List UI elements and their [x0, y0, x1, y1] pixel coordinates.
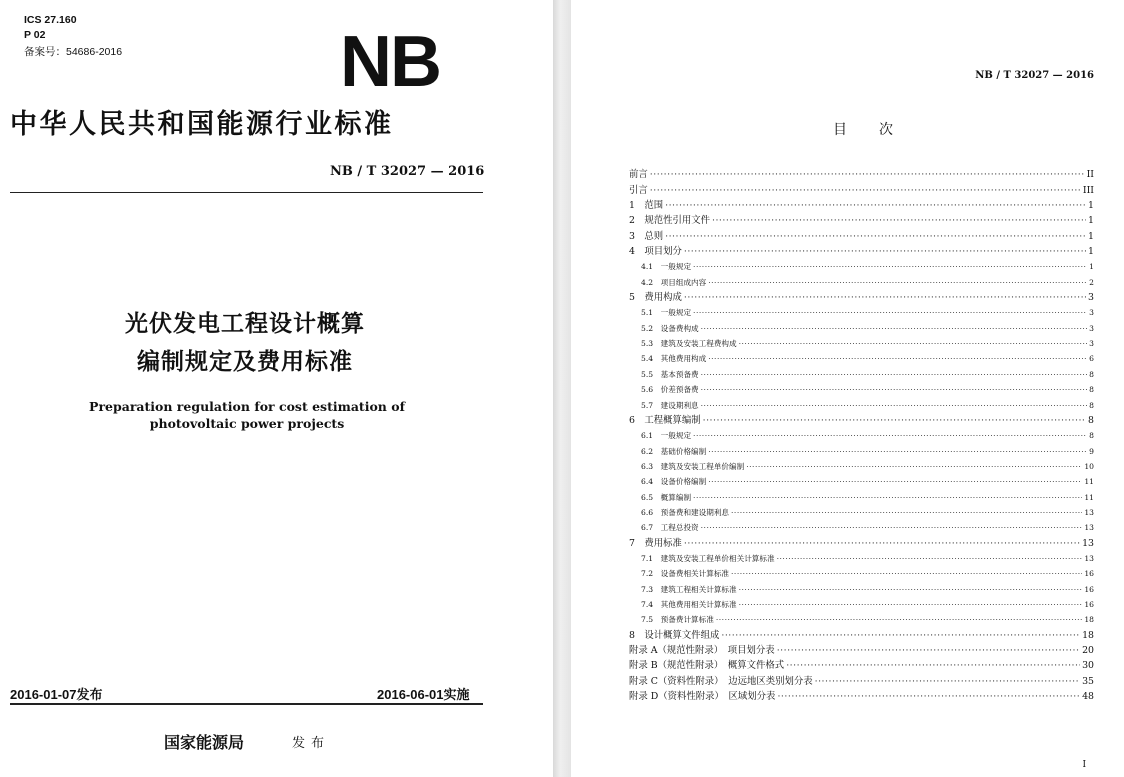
- toc-entry-title: 附录 D（资料性附录） 区域划分表: [629, 691, 776, 703]
- class-code: P 02: [24, 29, 46, 41]
- toc-leader-dots: [731, 568, 1082, 580]
- toc-entry-title: 7.4 其他费用相关计算标准: [641, 599, 737, 609]
- toc-entry-page: 8: [1089, 431, 1094, 441]
- toc-entry[interactable]: [629, 550, 1094, 565]
- toc-leader-dots: [684, 538, 1080, 550]
- toc-leader-dots: [712, 215, 1086, 227]
- implement-date: 2016-06-01实施: [377, 687, 470, 702]
- nb-logo: NB: [340, 22, 440, 102]
- toc-entry-page: 35: [1082, 675, 1094, 687]
- ics-code: ICS 27.160: [24, 14, 77, 26]
- standard-code: NB / T 32027 — 2016: [330, 164, 485, 179]
- toc-entry[interactable]: [629, 335, 1094, 350]
- toc-entry-title: 附录 B（规范性附录） 概算文件格式: [629, 660, 785, 672]
- toc-entry[interactable]: [629, 181, 1094, 196]
- toc-leader-dots: [693, 261, 1087, 273]
- toc-entry[interactable]: [629, 519, 1094, 534]
- toc-entry-page: 13: [1084, 553, 1094, 563]
- toc-leader-dots: [693, 492, 1082, 504]
- toc-entry-title: 4.2 项目组成内容: [641, 277, 707, 287]
- toc-entry-page: 8: [1088, 414, 1094, 426]
- toc-entry-title: 5 费用构成: [629, 292, 682, 304]
- toc-entry-title: 6.4 设备价格编制: [641, 477, 707, 487]
- publisher: 国家能源局: [164, 733, 245, 752]
- toc-entry-title: 6.5 概算编制: [641, 492, 692, 502]
- toc-entry-title: 5.3 建筑及安装工程费构成: [641, 339, 737, 349]
- toc-entry[interactable]: [629, 350, 1094, 365]
- toc-entry-title: 4.1 一般规定: [641, 262, 692, 272]
- toc-entry-page: 16: [1084, 569, 1094, 579]
- toc-leader-dots: [716, 614, 1083, 626]
- toc-leader-dots: [703, 415, 1086, 427]
- toc-leader-dots: [815, 676, 1080, 688]
- toc-entry[interactable]: [629, 289, 1094, 304]
- toc-entry-page: 48: [1082, 691, 1094, 703]
- toc-entry[interactable]: [629, 197, 1094, 212]
- toc-leader-dots: [693, 307, 1087, 319]
- toc-entry[interactable]: [629, 642, 1094, 657]
- toc-entry[interactable]: [629, 442, 1094, 457]
- toc-entry-title: 2 规范性引用文件: [629, 215, 710, 227]
- toc-entry[interactable]: [629, 227, 1094, 242]
- toc-entry-title: 3 总则: [629, 230, 664, 242]
- toc-leader-dots: [708, 476, 1082, 488]
- toc-entry-page: 9: [1089, 446, 1094, 456]
- toc-leader-dots: [708, 353, 1087, 365]
- toc-entry[interactable]: [629, 258, 1094, 273]
- toc-leader-dots: [746, 461, 1082, 473]
- toc-leader-dots: [693, 430, 1087, 442]
- toc-entry[interactable]: [629, 396, 1094, 411]
- toc-entry[interactable]: [629, 304, 1094, 319]
- title-cn-line1: 光伏发电工程设计概算: [125, 311, 365, 337]
- toc-leader-dots: [777, 553, 1083, 565]
- toc-entry-page: 3: [1089, 323, 1094, 333]
- toc-entry-page: 1: [1089, 262, 1094, 272]
- toc-entry-page: 13: [1084, 523, 1094, 533]
- toc-leader-dots: [701, 400, 1088, 412]
- toc-list: [629, 166, 1094, 703]
- toc-entry-title: 附录 A（规范性附录） 项目划分表: [629, 645, 775, 656]
- toc-entry-page: 8: [1089, 369, 1094, 379]
- toc-entry[interactable]: [629, 534, 1094, 549]
- record-number: 备案号：54686-2016: [24, 46, 123, 58]
- toc-title: 目次: [833, 122, 925, 138]
- toc-leader-dots: [684, 292, 1086, 304]
- toc-leader-dots: [739, 599, 1083, 611]
- toc-entry[interactable]: [629, 412, 1094, 427]
- toc-header-code: NB / T 32027 — 2016: [975, 70, 1094, 81]
- toc-entry-page: 3: [1088, 292, 1094, 304]
- toc-entry-page: 11: [1084, 492, 1094, 502]
- title-en-line1: Preparation regulation for cost estimation of: [89, 399, 405, 414]
- issue-date: 2016-01-07发布: [10, 687, 103, 702]
- toc-entry-title: 7 费用标准: [629, 537, 682, 549]
- toc-entry-title: 5.4 其他费用构成: [641, 354, 707, 364]
- toc-entry-title: 8 设计概算文件组成: [629, 629, 720, 641]
- toc-entry[interactable]: [629, 473, 1094, 488]
- toc-entry-page: 30: [1082, 660, 1094, 672]
- title-en-line2: photovoltaic power projects: [149, 416, 345, 431]
- toc-entry[interactable]: [629, 488, 1094, 503]
- toc-entry-page: 6: [1089, 354, 1094, 364]
- toc-leader-dots: [739, 584, 1083, 596]
- toc-entry[interactable]: [629, 688, 1094, 703]
- toc-leader-dots: [731, 507, 1082, 519]
- toc-entry-page: 8: [1089, 400, 1094, 410]
- toc-leader-dots: [665, 200, 1086, 212]
- toc-entry-title: 5.5 基本预备费: [641, 369, 699, 379]
- toc-entry-title: 5.1 一般规定: [641, 308, 692, 318]
- toc-entry-page: 18: [1082, 629, 1094, 641]
- toc-page: [571, 0, 1124, 777]
- toc-entry[interactable]: [629, 626, 1094, 641]
- toc-entry-page: 13: [1084, 507, 1094, 517]
- toc-entry-page: 11: [1084, 477, 1094, 487]
- cover-page: [0, 0, 553, 777]
- toc-entry-page: II: [1086, 169, 1094, 181]
- toc-entry[interactable]: [629, 504, 1094, 519]
- toc-entry-page: 20: [1082, 645, 1094, 656]
- toc-entry-title: 6.1 一般规定: [641, 431, 692, 441]
- toc-leader-dots: [786, 660, 1080, 672]
- toc-leader-dots: [701, 522, 1083, 534]
- toc-entry-title: 附录 C（资料性附录） 边远地区类别划分表: [629, 675, 813, 687]
- header-divider: [10, 192, 483, 193]
- toc-entry[interactable]: [629, 365, 1094, 380]
- page-number: I: [1082, 760, 1086, 770]
- toc-leader-dots: [701, 323, 1088, 335]
- toc-entry[interactable]: [629, 458, 1094, 473]
- toc-entry-title: 7.3 建筑工程相关计算标准: [641, 584, 737, 594]
- toc-leader-dots: [684, 246, 1086, 258]
- toc-entry-page: 10: [1084, 461, 1094, 471]
- toc-leader-dots: [701, 384, 1088, 396]
- toc-entry-page: 1: [1088, 200, 1094, 212]
- footer-divider: [10, 703, 483, 705]
- toc-entry[interactable]: [629, 319, 1094, 334]
- toc-leader-dots: [721, 630, 1080, 642]
- toc-entry[interactable]: [629, 596, 1094, 611]
- toc-entry-title: 引言: [629, 184, 648, 196]
- toc-entry-title: 5.2 设备费构成: [641, 323, 699, 333]
- toc-entry-page: 16: [1084, 584, 1094, 594]
- toc-entry-title: 5.6 价差预备费: [641, 385, 699, 395]
- toc-entry[interactable]: [629, 565, 1094, 580]
- toc-entry[interactable]: [629, 243, 1094, 258]
- toc-entry-title: 4 项目划分: [629, 246, 682, 258]
- toc-entry[interactable]: [629, 580, 1094, 595]
- toc-leader-dots: [739, 338, 1088, 350]
- toc-entry-page: 3: [1089, 339, 1094, 349]
- toc-leader-dots: [665, 231, 1086, 243]
- toc-entry-title: 7.2 设备费相关计算标准: [641, 569, 730, 579]
- toc-entry-title: 6 工程概算编制: [629, 414, 701, 426]
- toc-entry[interactable]: [629, 657, 1094, 672]
- toc-entry-page: 18: [1084, 615, 1094, 625]
- toc-entry-page: 8: [1089, 385, 1094, 395]
- toc-leader-dots: [777, 691, 1080, 703]
- publish-verb: 发布: [292, 736, 331, 751]
- toc-entry-page: 3: [1089, 308, 1094, 318]
- toc-leader-dots: [701, 369, 1088, 381]
- toc-entry[interactable]: [629, 381, 1094, 396]
- toc-entry-title: 6.2 基础价格编制: [641, 446, 707, 456]
- toc-entry-page: III: [1082, 184, 1094, 196]
- toc-entry-title: 5.7 建设期利息: [641, 400, 699, 410]
- toc-entry-title: 6.6 预备费和建设期利息: [641, 507, 730, 517]
- toc-entry-page: 2: [1089, 277, 1094, 287]
- toc-entry[interactable]: [629, 212, 1094, 227]
- toc-leader-dots: [708, 277, 1087, 289]
- toc-entry-page: 16: [1084, 599, 1094, 609]
- toc-entry-title: 前言: [629, 169, 648, 181]
- toc-leader-dots: [650, 185, 1081, 197]
- toc-entry[interactable]: [629, 273, 1094, 288]
- toc-entry-title: 6.7 工程总投资: [641, 523, 699, 533]
- toc-entry-title: 1 范围: [629, 200, 664, 212]
- toc-leader-dots: [777, 645, 1080, 657]
- toc-entry-title: 7.1 建筑及安装工程单价相关计算标准: [641, 553, 775, 563]
- toc-entry-page: 13: [1082, 537, 1094, 549]
- standard-category: 中华人民共和国能源行业标准: [10, 109, 394, 140]
- title-cn-line2: 编制规定及费用标准: [137, 349, 353, 375]
- toc-entry[interactable]: [629, 672, 1094, 687]
- page-gutter: [553, 0, 571, 777]
- toc-entry-page: 1: [1088, 246, 1094, 258]
- toc-leader-dots: [708, 446, 1087, 458]
- toc-entry-page: 1: [1088, 230, 1094, 242]
- toc-entry[interactable]: [629, 166, 1094, 181]
- toc-entry-page: 1: [1088, 215, 1094, 227]
- toc-entry[interactable]: [629, 611, 1094, 626]
- toc-entry[interactable]: [629, 427, 1094, 442]
- toc-entry-title: 6.3 建筑及安装工程单价编制: [641, 461, 745, 471]
- toc-entry-title: 7.5 预备费计算标准: [641, 615, 714, 625]
- toc-leader-dots: [650, 169, 1085, 181]
